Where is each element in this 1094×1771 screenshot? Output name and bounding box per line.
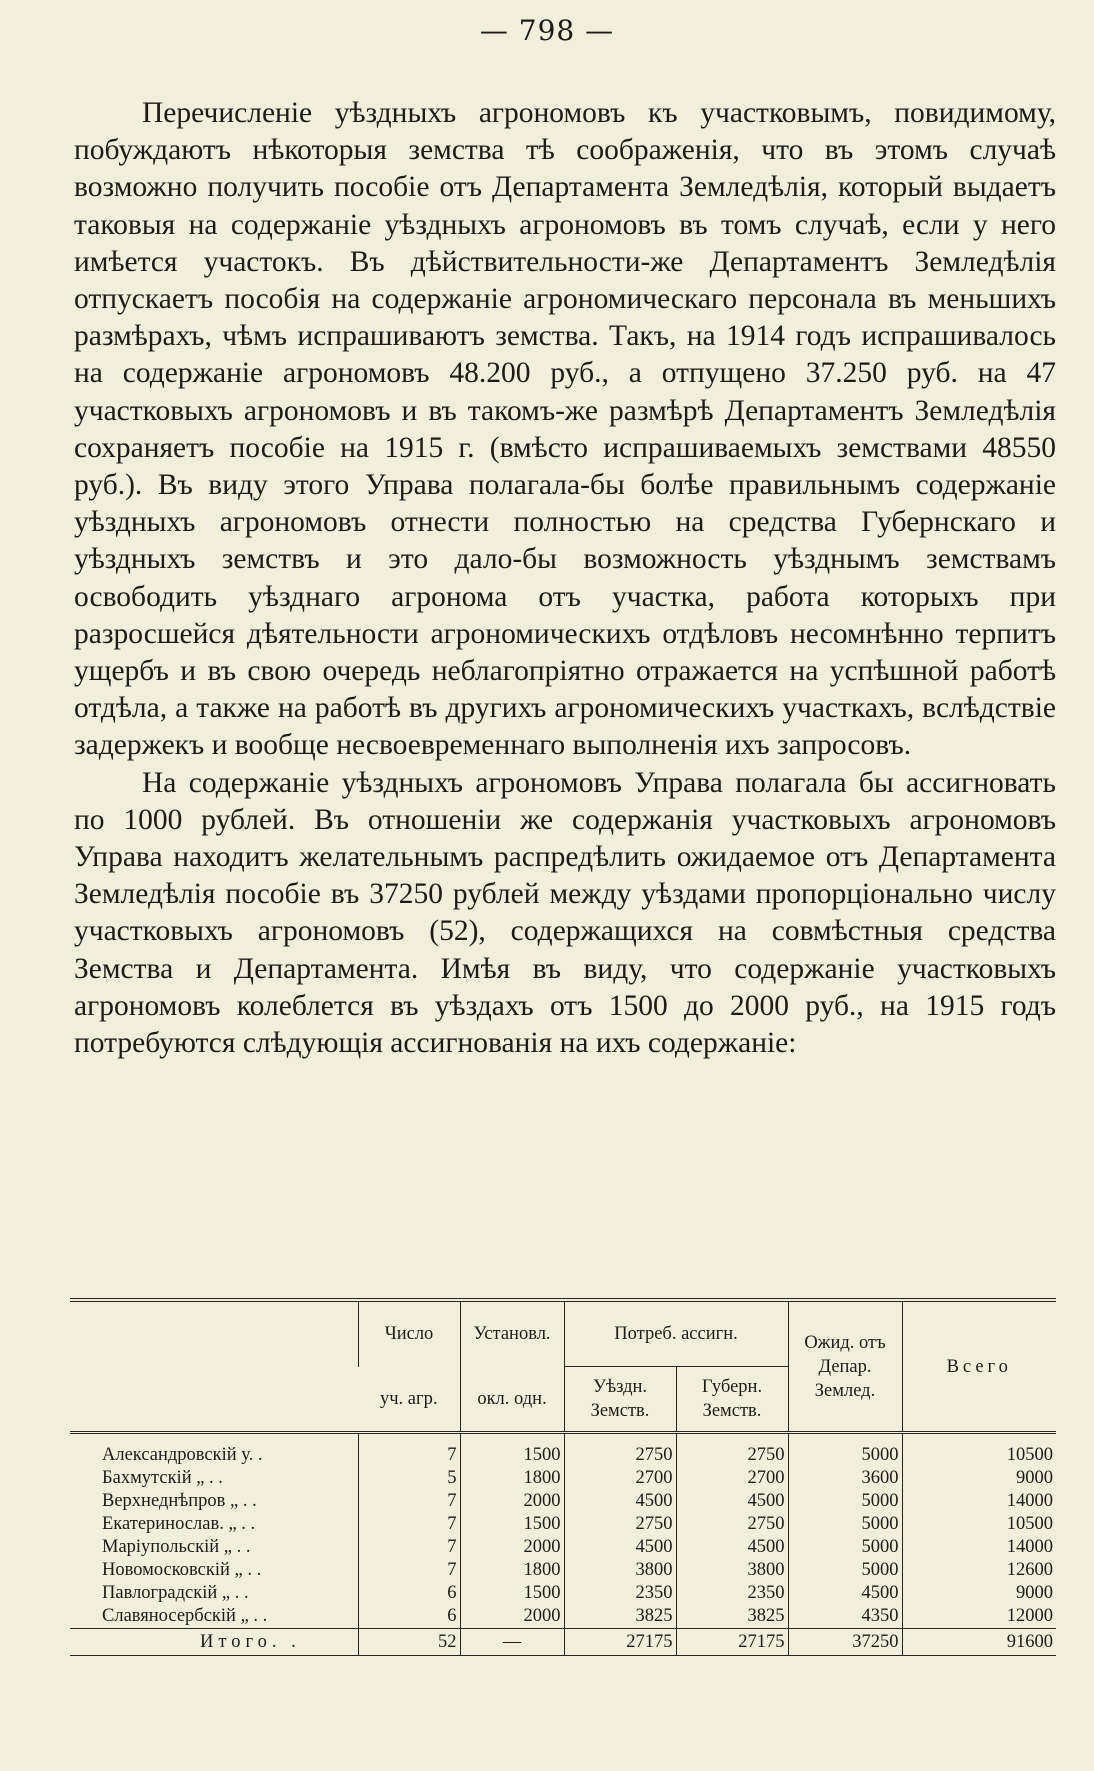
total-count: 52 bbox=[358, 1629, 460, 1656]
dept-amount: 5000 bbox=[788, 1559, 902, 1582]
allocation-table-wrapper bbox=[70, 1298, 1056, 1656]
dept-amount: 4500 bbox=[788, 1582, 902, 1605]
row-total: 10500 bbox=[902, 1444, 1056, 1467]
uezd-amount: 3800 bbox=[564, 1559, 676, 1582]
salary: 1500 bbox=[460, 1444, 564, 1467]
salary: 2000 bbox=[460, 1605, 564, 1629]
gub-amount: 3800 bbox=[676, 1559, 788, 1582]
salary: 2000 bbox=[460, 1490, 564, 1513]
header-count-bottom: уч. агр. bbox=[380, 1388, 438, 1409]
total-salary: — bbox=[460, 1629, 564, 1656]
row-total: 12000 bbox=[902, 1605, 1056, 1629]
table-row bbox=[70, 1467, 1056, 1490]
uezd-amount: 2700 bbox=[564, 1467, 676, 1490]
salary: 1800 bbox=[460, 1467, 564, 1490]
salary: 1800 bbox=[460, 1559, 564, 1582]
page-number: — 798 — bbox=[479, 14, 615, 47]
dept-amount: 3600 bbox=[788, 1467, 902, 1490]
district-name: Александровскій у. . bbox=[102, 1445, 263, 1465]
body-text bbox=[74, 95, 1056, 1062]
uezd-amount: 2750 bbox=[564, 1444, 676, 1467]
header-expected-dept: Ожид. отъ Депар. Землед. bbox=[788, 1302, 902, 1433]
row-total: 12600 bbox=[902, 1559, 1056, 1582]
gub-amount: 2700 bbox=[676, 1467, 788, 1490]
district-name: Екатеринослав. „ . . bbox=[102, 1514, 256, 1534]
table-row bbox=[70, 1444, 1056, 1467]
uezd-amount: 3825 bbox=[564, 1605, 676, 1629]
dept-amount: 5000 bbox=[788, 1513, 902, 1536]
gub-amount: 3825 bbox=[676, 1605, 788, 1629]
gub-amount: 2750 bbox=[676, 1444, 788, 1467]
paragraph-2: На содержаніе уѣздныхъ агрономовъ Управа полагала бы ассигновать по 1000 рублей. Въ отношеніи же содержанія участковыхъ агрономовъ Управа находитъ желательнымъ распредѣлить ожидаемое отъ Департамента Земледѣлія пособіе въ 37250 рублей между уѣздами пропорціонально числу участковыхъ агрономовъ (52), содержащихся на совмѣстныя средства Земства и Департамента. Имѣя въ виду, что содержаніе участковыхъ агрономовъ колеблется въ уѣздахъ отъ 1500 до 2000 руб., на 1915 годъ потребуются слѣдующія ассигнованія на ихъ содержаніе: bbox=[74, 766, 1056, 1060]
district-name: Славяносербскій „ . . bbox=[102, 1606, 268, 1626]
total-label: Итого. . bbox=[70, 1629, 358, 1656]
agronomist-count: 7 bbox=[358, 1559, 460, 1582]
district-name: Павлоградскій „ . . bbox=[102, 1583, 249, 1603]
agronomist-count: 7 bbox=[358, 1444, 460, 1467]
gub-amount: 2750 bbox=[676, 1513, 788, 1536]
gub-amount: 4500 bbox=[676, 1536, 788, 1559]
header-salary-top: Установл. bbox=[460, 1302, 564, 1367]
total-gub: 27175 bbox=[676, 1629, 788, 1656]
total-row bbox=[70, 1629, 1056, 1656]
dept-amount: 5000 bbox=[788, 1490, 902, 1513]
row-total: 14000 bbox=[902, 1536, 1056, 1559]
paragraph-1: Перечисленіе уѣздныхъ агрономовъ къ участковымъ, повидимому, побуждаютъ нѣкоторыя земства тѣ соображенія, что въ этомъ случаѣ возможно получить пособіе отъ Департамента Земледѣлія, который выдаетъ таковыя на содержаніе уѣздныхъ агрономовъ въ томъ случаѣ, если у него имѣется участокъ. Въ дѣйствительности-же Департаментъ Земледѣлія отпускаетъ пособія на содержаніе агрономическаго персонала въ меньшихъ размѣрахъ, чѣмъ испрашиваютъ земства. Такъ, на 1914 годъ испрашивалось на содержаніе агрономовъ 48.200 руб., а отпущено 37.250 руб. на 47 участковыхъ агрономовъ и въ такомъ-же размѣрѣ Департаментъ Земледѣлія сохраняетъ пособіе на 1915 г. (вмѣсто испрашиваемыхъ земствами 48550 руб.). Въ виду этого Управа полагала-бы болѣе правильнымъ содержаніе уѣздныхъ агрономовъ отнести полностью на средства Губернскаго и уѣздныхъ земствъ и это дало-бы возможность уѣзднымъ земствамъ освободить уѣзднаго агронома отъ участка, работа которыхъ при разросшейся дѣятельности агрономическихъ отдѣловъ несомнѣнно терпитъ ущербъ и въ свою очередь неблагопріятно отражается на успѣшной работѣ отдѣла, а также на работѣ въ другихъ агрономическихъ участкахъ, вслѣдствіе задержекъ и вообще несвоевременнаго выполненія ихъ запросовъ. bbox=[74, 97, 1056, 762]
district-name: Маріупольскій „ . . bbox=[102, 1537, 251, 1557]
uezd-amount: 2350 bbox=[564, 1582, 676, 1605]
row-total: 9000 bbox=[902, 1467, 1056, 1490]
header-count-top: Число bbox=[358, 1302, 460, 1367]
header-salary-bottom: окл. одн. bbox=[460, 1367, 564, 1433]
row-total: 14000 bbox=[902, 1490, 1056, 1513]
agronomist-count: 5 bbox=[358, 1467, 460, 1490]
gub-amount: 4500 bbox=[676, 1490, 788, 1513]
total-uezd: 27175 bbox=[564, 1629, 676, 1656]
table-row bbox=[70, 1559, 1056, 1582]
dept-amount: 5000 bbox=[788, 1536, 902, 1559]
allocation-table bbox=[70, 1302, 1056, 1655]
agronomist-count: 6 bbox=[358, 1582, 460, 1605]
header-uezd-zemstvo: Уѣздн. Земств. bbox=[564, 1367, 676, 1433]
salary: 1500 bbox=[460, 1513, 564, 1536]
table-bottom-rule bbox=[70, 1655, 1056, 1656]
table-row bbox=[70, 1513, 1056, 1536]
agronomist-count: 6 bbox=[358, 1605, 460, 1629]
salary: 1500 bbox=[460, 1582, 564, 1605]
agronomist-count: 7 bbox=[358, 1513, 460, 1536]
district-name: Бахмутскій „ . . bbox=[102, 1468, 223, 1488]
table-row bbox=[70, 1536, 1056, 1559]
header-required-group: Потреб. ассигн. bbox=[564, 1302, 788, 1367]
district-name: Новомосковскій „ . . bbox=[102, 1560, 262, 1580]
agronomist-count: 7 bbox=[358, 1536, 460, 1559]
gub-amount: 2350 bbox=[676, 1582, 788, 1605]
grand-total: 91600 bbox=[902, 1629, 1056, 1656]
uezd-amount: 4500 bbox=[564, 1490, 676, 1513]
district-name: Верхнеднѣпров „ . . bbox=[102, 1491, 257, 1511]
uezd-amount: 2750 bbox=[564, 1513, 676, 1536]
total-dept: 37250 bbox=[788, 1629, 902, 1656]
uezd-amount: 4500 bbox=[564, 1536, 676, 1559]
row-total: 9000 bbox=[902, 1582, 1056, 1605]
header-gub-zemstvo: Губерн. Земств. bbox=[676, 1367, 788, 1433]
header-total: Всего bbox=[902, 1302, 1056, 1433]
row-total: 10500 bbox=[902, 1513, 1056, 1536]
table-row bbox=[70, 1582, 1056, 1605]
table-row bbox=[70, 1605, 1056, 1629]
salary: 2000 bbox=[460, 1536, 564, 1559]
agronomist-count: 7 bbox=[358, 1490, 460, 1513]
dept-amount: 5000 bbox=[788, 1444, 902, 1467]
dept-amount: 4350 bbox=[788, 1605, 902, 1629]
table-row bbox=[70, 1490, 1056, 1513]
header-district bbox=[70, 1302, 358, 1433]
